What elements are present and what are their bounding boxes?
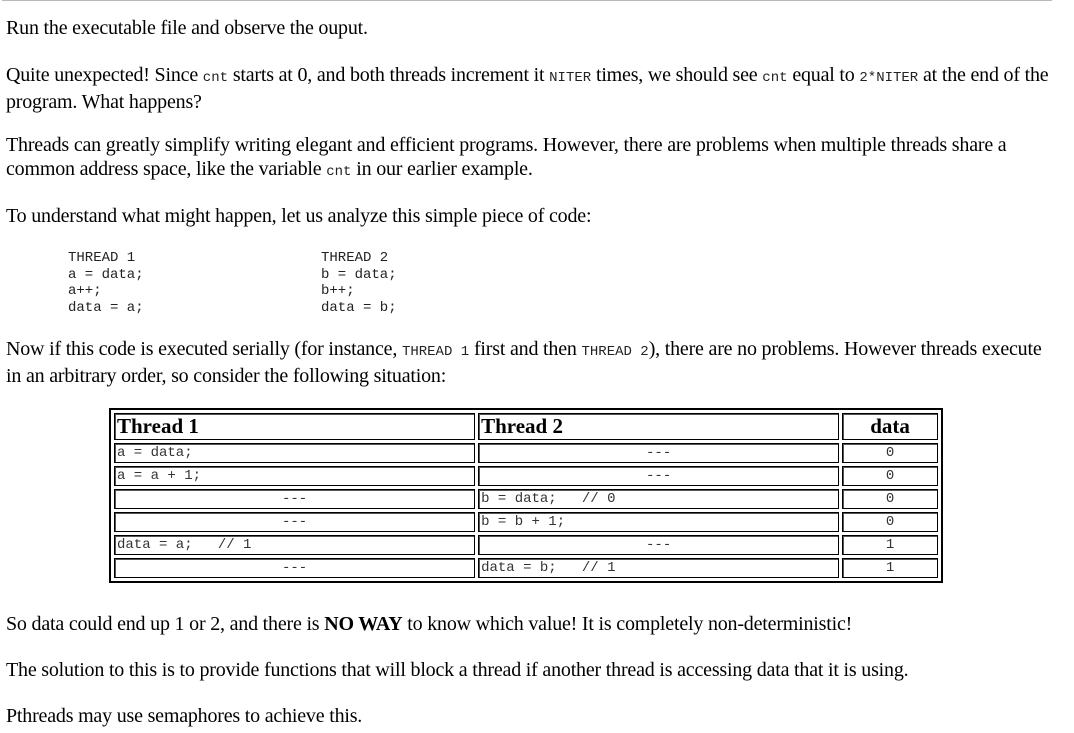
- table-row: [114, 489, 938, 509]
- text: starts at 0, and both threads increment it: [228, 64, 550, 86]
- cell-thread-2: ---: [478, 466, 839, 486]
- cell-thread-1: a = data;: [114, 443, 475, 463]
- text: Threads can greatly simplify writing elegant and efficient programs. However, there are problems when multiple threads share a common address space, like the variable: [6, 134, 1007, 180]
- code-line: b = data;: [321, 266, 397, 283]
- paragraph-run-executable: Run the executable file and observe the ouput.: [6, 17, 368, 39]
- code-thread-1: THREAD 1: [401, 344, 470, 360]
- paragraph-non-deterministic: [6, 612, 852, 636]
- cell-data: 0: [842, 466, 938, 486]
- race-condition-table: [109, 408, 943, 583]
- cell-thread-1: ---: [114, 489, 475, 509]
- paragraph-understand: To understand what might happen, let us analyze this simple piece of code:: [6, 205, 592, 227]
- text: times, we should see: [591, 64, 763, 86]
- code-niter: NITER: [549, 70, 592, 86]
- emphasis-no-way: NO WAY: [324, 613, 403, 635]
- cell-thread-2: b = b + 1;: [478, 512, 839, 532]
- top-divider: [2, 0, 1052, 1]
- paragraph-serial-execution: [6, 337, 1056, 388]
- code-block-thread-1: [68, 250, 144, 316]
- code-line: THREAD 2: [321, 250, 389, 266]
- text: Now if this code is executed serially (for instance,: [6, 338, 402, 360]
- cell-thread-1: data = a; // 1: [114, 535, 475, 555]
- cell-data: 0: [842, 443, 938, 463]
- paragraph-solution: The solution to this is to provide functions that will block a thread if another thread is accessing data that it is using.: [6, 659, 909, 681]
- code-line: THREAD 1: [68, 250, 136, 266]
- table-row: [114, 535, 938, 555]
- cell-data: 1: [842, 558, 938, 578]
- text: to know which value! It is completely non-deterministic!: [402, 613, 853, 635]
- code-line: a = data;: [68, 266, 144, 283]
- table-row: [114, 443, 938, 463]
- paragraph-pthreads: Pthreads may use semaphores to achieve this.: [6, 705, 363, 727]
- text: at the end of the program. What happens?: [6, 64, 1049, 113]
- cell-thread-1: a = a + 1;: [114, 466, 475, 486]
- cell-thread-2: data = b; // 1: [478, 558, 839, 578]
- text: ), there are no problems. However threads execute in an arbitrary order, so consider the following situation:: [6, 338, 1042, 387]
- code-2-niter: 2*NITER: [859, 70, 919, 86]
- cell-thread-2: ---: [478, 443, 839, 463]
- header-thread-1: Thread 1: [114, 413, 475, 440]
- header-data: data: [842, 413, 938, 440]
- code-line: data = b;: [321, 299, 397, 316]
- table-header-row: [114, 413, 938, 440]
- cell-data: 0: [842, 489, 938, 509]
- cell-thread-2: b = data; // 0: [478, 489, 839, 509]
- cell-thread-1: ---: [114, 512, 475, 532]
- code-cnt: cnt: [762, 70, 788, 86]
- paragraph-unexpected: [6, 63, 1056, 114]
- text: Quite unexpected! Since: [6, 64, 203, 86]
- paragraph-threads-simplify: [6, 133, 1056, 184]
- code-line: a++;: [68, 283, 102, 299]
- text: So data could end up 1 or 2, and there is: [6, 613, 325, 635]
- text: equal to: [787, 64, 860, 86]
- table-row: [114, 512, 938, 532]
- code-line: data = a;: [68, 299, 144, 316]
- cell-data: 0: [842, 512, 938, 532]
- code-line: b++;: [321, 283, 355, 299]
- code-cnt: cnt: [202, 70, 229, 86]
- text: in our earlier example.: [351, 158, 533, 180]
- cell-thread-2: ---: [478, 535, 839, 555]
- cell-thread-1: ---: [114, 558, 475, 578]
- table-row: [114, 466, 938, 486]
- text: first and then: [469, 338, 582, 360]
- cell-data: 1: [842, 535, 938, 555]
- code-cnt: cnt: [326, 164, 352, 180]
- header-thread-2: Thread 2: [478, 413, 839, 440]
- code-block-thread-2: [321, 250, 397, 316]
- code-thread-2: THREAD 2: [581, 344, 649, 360]
- table-row: [114, 558, 938, 578]
